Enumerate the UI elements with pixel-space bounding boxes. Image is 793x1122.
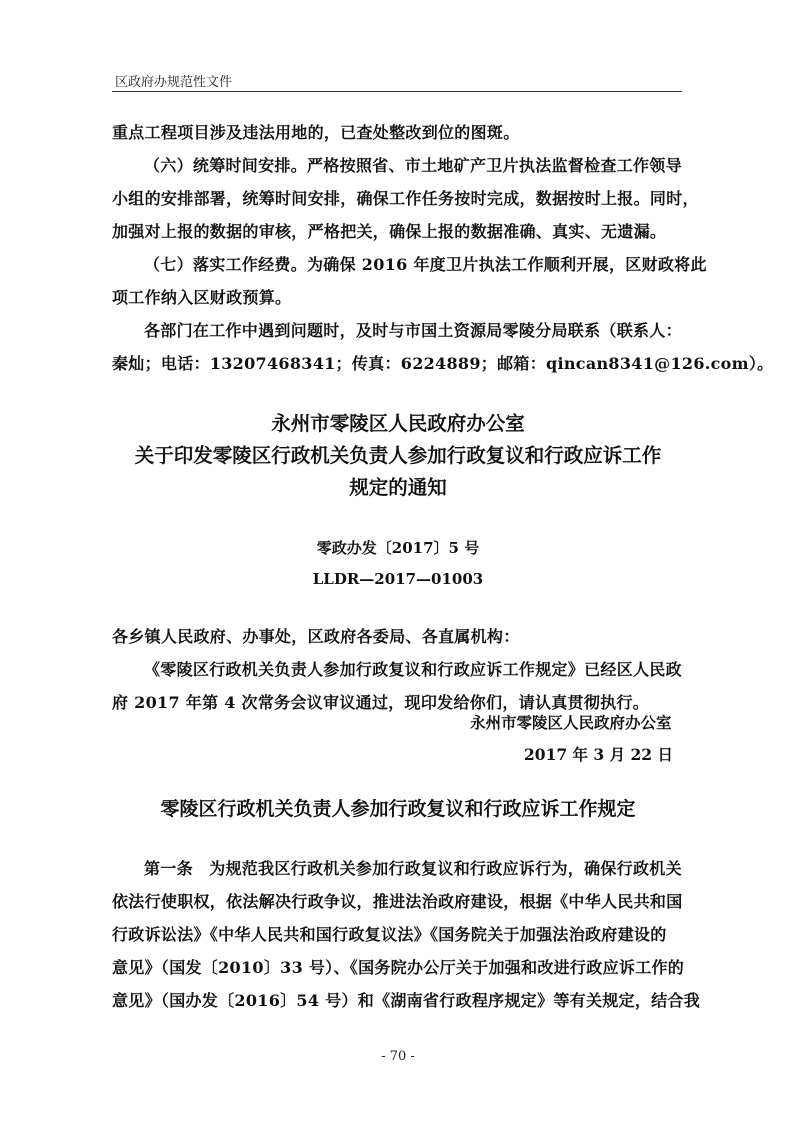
text-line: 秦灿；电话：13207468341；传真：6224889；邮箱：qincan8341@126.com）。 <box>112 354 774 373</box>
text-line: 加强对上报的数据的审核，严格把关，确保上报的数据准确、真实、无遗漏。 <box>112 222 667 241</box>
text-line: 小组的安排部署，统筹时间安排，确保工作任务按时完成，数据按时上报。同时， <box>112 189 699 208</box>
text-line: 依法行使职权，依法解决行政争议，推进法治政府建设，根据《中华人民共和国 <box>112 892 683 911</box>
text-line: （七）落实工作经费。为确保 2016 年度卫片执法工作顺利开展，区财政将此 <box>144 255 707 274</box>
issue-date: 2017 年 3 月 22 日 <box>524 745 673 764</box>
notice-title <box>112 410 684 502</box>
text-line: 《零陵区行政机关负责人参加行政复议和行政应诉工作规定》已经区人民政 <box>144 660 682 679</box>
title-line: 关于印发零陵区行政机关负责人参加行政复议和行政应诉工作 <box>134 444 662 467</box>
regulation-body <box>112 852 701 1017</box>
title-line: 永州市零陵区人民政府办公室 <box>271 412 525 435</box>
text-line: （六）统筹时间安排。严格按照省、市土地矿产卫片执法监督检查工作领导 <box>144 156 682 175</box>
page-number: - 70 - <box>381 1049 415 1064</box>
section1-body <box>112 116 774 380</box>
running-header: 区政府办规范性文件 <box>115 75 233 90</box>
document-number: 零政办发〔2017〕5 号 <box>316 539 480 557</box>
text-line: 意见》（国发〔2010〕33 号）、《国务院办公厅关于加强和改进行政应诉工作的 <box>112 958 685 977</box>
text-line: 重点工程项目涉及违法用地的，已查处整改到位的图斑。 <box>112 123 520 142</box>
text-line: 意见》（国办发〔2016〕54 号）和《湖南省行政程序规定》等有关规定，结合我 <box>112 991 701 1010</box>
notice-body <box>112 620 684 719</box>
text-line: 项工作纳入区财政预算。 <box>112 288 292 307</box>
text-line: 各部门在工作中遇到问题时，及时与市国土资源局零陵分局联系（联系人： <box>144 321 682 340</box>
text-line: 府 2017 年第 4 次常务会议审议通过，现印发给你们，请认真贯彻执行。 <box>112 693 650 712</box>
registration-number: LLDR—2017—01003 <box>312 570 484 588</box>
text-line: 第一条 为规范我区行政机关参加行政复议和行政应诉行为，确保行政机关 <box>144 859 682 878</box>
title-line: 规定的通知 <box>349 476 447 499</box>
header-divider <box>112 91 682 92</box>
regulation-title: 零陵区行政机关负责人参加行政复议和行政应诉工作规定 <box>160 798 636 820</box>
text-line: 行政诉讼法》《中华人民共和国行政复议法》《国务院关于加强法治政府建设的 <box>112 925 667 944</box>
issuer-signature: 永州市零陵区人民政府办公室 <box>470 713 672 732</box>
addressee: 各乡镇人民政府、办事处，区政府各委局、各直属机构： <box>112 627 520 646</box>
